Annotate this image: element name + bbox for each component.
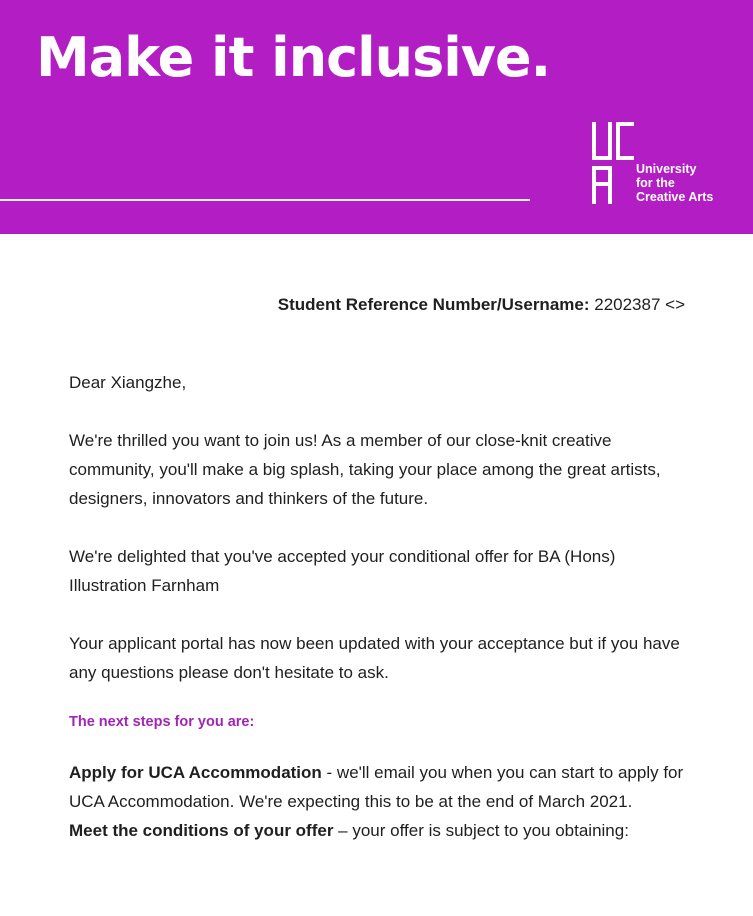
student-reference [278, 295, 685, 315]
greeting: Dear Xiangzhe, [69, 373, 187, 392]
uca-logo-icon [590, 122, 634, 206]
step-title: Apply for UCA Accommodation [69, 763, 322, 782]
logo-line: for the [636, 176, 675, 190]
logo-line: University [636, 162, 697, 176]
letter-paragraph: Your applicant portal has now been updated with your acceptance but if you have any questions please don't hesitate to ask. [69, 634, 680, 682]
banner-headline: Make it inclusive. [36, 26, 551, 89]
banner-divider [0, 199, 530, 201]
reference-label: Student Reference Number/Username: [277, 295, 590, 314]
step-title: Meet the conditions of your offer [69, 821, 334, 840]
logo-wordmark [636, 162, 713, 204]
step-item [69, 816, 689, 845]
step-text: - we'll email you when you can start to apply for UCA Accommodation. We're expecting this to be at the end of March 2021. [69, 763, 684, 811]
next-steps-heading: The next steps for you are: [69, 714, 255, 730]
step-text: – your offer is subject to you obtaining: [333, 821, 629, 840]
letter-body [69, 368, 689, 845]
logo-line: Creative Arts [636, 190, 714, 204]
header-banner [0, 0, 753, 234]
reference-value: 2202387 <> [589, 295, 685, 314]
university-logo [590, 122, 740, 206]
letter-paragraph: We're thrilled you want to join us! As a member of our close-knit creative community, you'll make a big splash, taking your place among the great artists, designers, innovators and thinkers of the future. [69, 431, 661, 508]
step-item [69, 758, 689, 816]
letter-paragraph: We're delighted that you've accepted your conditional offer for BA (Hons) Illustration Farnham [69, 547, 616, 595]
